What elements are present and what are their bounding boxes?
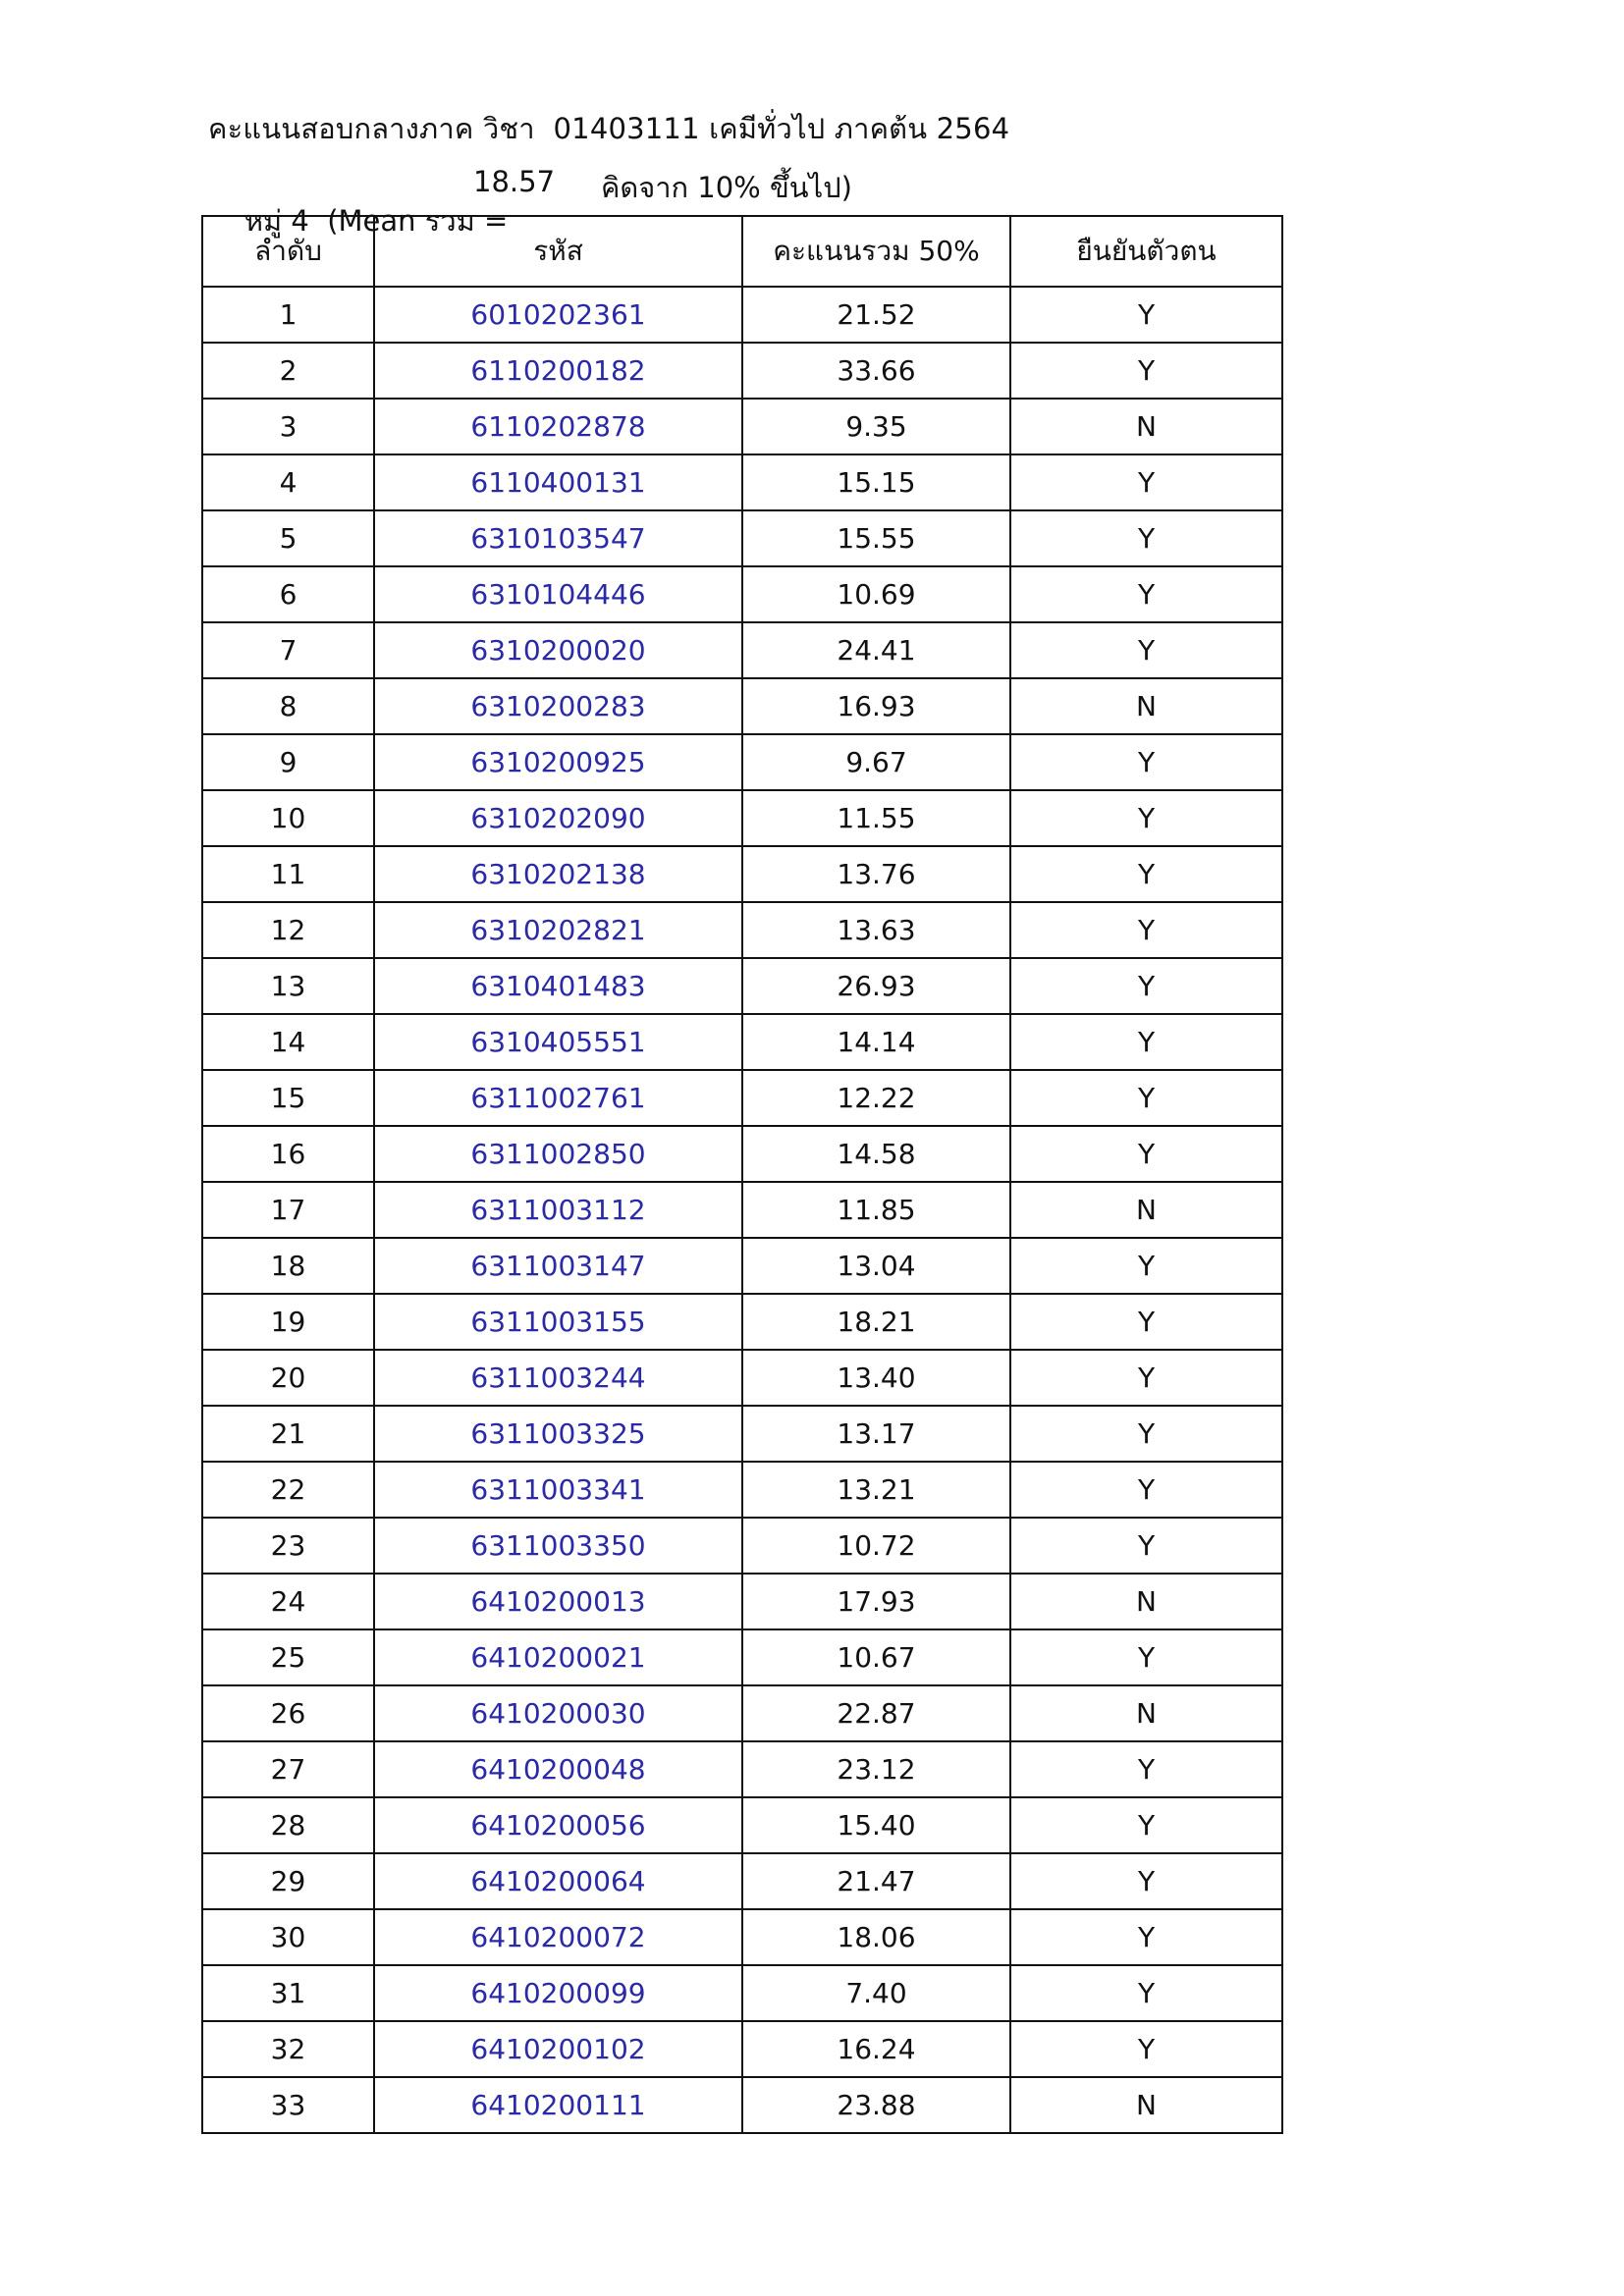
table-row (202, 343, 1282, 399)
cell-order: 10 (202, 790, 374, 846)
cell-identity-verified: Y (1010, 566, 1282, 622)
table-row (202, 2077, 1282, 2133)
table-row (202, 1014, 1282, 1070)
header-order: ลำดับ (202, 216, 374, 287)
cell-order: 26 (202, 1685, 374, 1741)
table-row (202, 1741, 1282, 1797)
cell-student-id: 6410200072 (374, 1909, 742, 1965)
table-row (202, 734, 1282, 790)
cell-total-score: 10.67 (742, 1629, 1010, 1685)
cell-order: 2 (202, 343, 374, 399)
group-mean-label: หมู่ 4 (Mean รวม = (244, 204, 509, 238)
cell-total-score: 10.72 (742, 1518, 1010, 1574)
cell-order: 25 (202, 1629, 374, 1685)
cell-total-score: 14.58 (742, 1126, 1010, 1182)
cell-order: 14 (202, 1014, 374, 1070)
cell-student-id: 6410200030 (374, 1685, 742, 1741)
cell-order: 3 (202, 399, 374, 454)
table-row (202, 790, 1282, 846)
cell-order: 5 (202, 510, 374, 566)
cell-student-id: 6310200283 (374, 678, 742, 734)
cell-order: 28 (202, 1797, 374, 1853)
cell-total-score: 22.87 (742, 1685, 1010, 1741)
cell-student-id: 6110400131 (374, 454, 742, 510)
cell-order: 9 (202, 734, 374, 790)
table-row (202, 1350, 1282, 1406)
cell-student-id: 6410200111 (374, 2077, 742, 2133)
cell-student-id: 6311003325 (374, 1406, 742, 1462)
cell-student-id: 6311002761 (374, 1070, 742, 1126)
cell-total-score: 16.93 (742, 678, 1010, 734)
cell-identity-verified: N (1010, 1574, 1282, 1629)
cell-order: 29 (202, 1853, 374, 1909)
table-row (202, 1574, 1282, 1629)
cell-student-id: 6410200099 (374, 1965, 742, 2021)
cell-student-id: 6311003112 (374, 1182, 742, 1238)
table-body (202, 287, 1282, 2133)
cell-identity-verified: N (1010, 1685, 1282, 1741)
document-title: คะแนนสอบกลางภาค วิชา 01403111 เคมีทั่วไป ภาคต้น 2564 (208, 112, 1010, 145)
table-row (202, 1629, 1282, 1685)
table-row (202, 1126, 1282, 1182)
cell-identity-verified: Y (1010, 902, 1282, 958)
cell-student-id: 6311003350 (374, 1518, 742, 1574)
cell-identity-verified: Y (1010, 1014, 1282, 1070)
cell-order: 15 (202, 1070, 374, 1126)
table-row (202, 1462, 1282, 1518)
cell-identity-verified: Y (1010, 846, 1282, 902)
cell-total-score: 10.69 (742, 566, 1010, 622)
table-row (202, 1909, 1282, 1965)
cell-student-id: 6310103547 (374, 510, 742, 566)
cell-total-score: 13.21 (742, 1462, 1010, 1518)
table-row (202, 1070, 1282, 1126)
cell-identity-verified: Y (1010, 958, 1282, 1014)
cell-total-score: 23.88 (742, 2077, 1010, 2133)
cell-total-score: 16.24 (742, 2021, 1010, 2077)
cell-order: 24 (202, 1574, 374, 1629)
cell-order: 17 (202, 1182, 374, 1238)
header-student-id: รหัส (374, 216, 742, 287)
cell-order: 4 (202, 454, 374, 510)
cell-total-score: 12.22 (742, 1070, 1010, 1126)
cell-student-id: 6310405551 (374, 1014, 742, 1070)
cell-student-id: 6310401483 (374, 958, 742, 1014)
table-row (202, 287, 1282, 343)
cell-order: 13 (202, 958, 374, 1014)
header-identity-verified: ยืนยันตัวตน (1010, 216, 1282, 287)
cell-student-id: 6010202361 (374, 287, 742, 343)
cell-identity-verified: Y (1010, 1350, 1282, 1406)
cell-order: 32 (202, 2021, 374, 2077)
cell-total-score: 13.04 (742, 1238, 1010, 1294)
cell-identity-verified: N (1010, 399, 1282, 454)
cell-identity-verified: Y (1010, 734, 1282, 790)
header-total-score: คะแนนรวม 50% (742, 216, 1010, 287)
cell-total-score: 11.55 (742, 790, 1010, 846)
cell-identity-verified: Y (1010, 1294, 1282, 1350)
table-row (202, 902, 1282, 958)
cell-student-id: 6310202821 (374, 902, 742, 958)
cell-total-score: 7.40 (742, 1965, 1010, 2021)
cell-order: 31 (202, 1965, 374, 2021)
cell-total-score: 13.76 (742, 846, 1010, 902)
cell-identity-verified: Y (1010, 2021, 1282, 2077)
cell-total-score: 15.40 (742, 1797, 1010, 1853)
cell-order: 20 (202, 1350, 374, 1406)
cell-student-id: 6311002850 (374, 1126, 742, 1182)
cell-identity-verified: Y (1010, 1853, 1282, 1909)
cell-student-id: 6310200925 (374, 734, 742, 790)
cell-student-id: 6410200021 (374, 1629, 742, 1685)
table-row (202, 399, 1282, 454)
cell-student-id: 6410200056 (374, 1797, 742, 1853)
table-row (202, 1294, 1282, 1350)
cell-total-score: 33.66 (742, 343, 1010, 399)
calculation-note: คิดจาก 10% ขึ้นไป) (601, 171, 852, 204)
cell-total-score: 9.35 (742, 399, 1010, 454)
cell-total-score: 17.93 (742, 1574, 1010, 1629)
cell-identity-verified: Y (1010, 1629, 1282, 1685)
cell-identity-verified: Y (1010, 1126, 1282, 1182)
cell-total-score: 13.40 (742, 1350, 1010, 1406)
cell-identity-verified: Y (1010, 287, 1282, 343)
cell-total-score: 13.17 (742, 1406, 1010, 1462)
cell-identity-verified: N (1010, 1182, 1282, 1238)
cell-total-score: 26.93 (742, 958, 1010, 1014)
cell-total-score: 18.06 (742, 1909, 1010, 1965)
cell-order: 6 (202, 566, 374, 622)
score-table (201, 215, 1283, 2134)
mean-value: 18.57 (473, 165, 556, 198)
cell-student-id: 6110200182 (374, 343, 742, 399)
cell-student-id: 6310202138 (374, 846, 742, 902)
cell-student-id: 6410200048 (374, 1741, 742, 1797)
cell-total-score: 15.55 (742, 510, 1010, 566)
table-row (202, 622, 1282, 678)
table-row (202, 510, 1282, 566)
cell-identity-verified: Y (1010, 343, 1282, 399)
table-row (202, 454, 1282, 510)
cell-order: 19 (202, 1294, 374, 1350)
table-row (202, 958, 1282, 1014)
cell-total-score: 14.14 (742, 1014, 1010, 1070)
cell-order: 1 (202, 287, 374, 343)
cell-student-id: 6311003244 (374, 1350, 742, 1406)
cell-student-id: 6410200102 (374, 2021, 742, 2077)
cell-total-score: 9.67 (742, 734, 1010, 790)
cell-student-id: 6310104446 (374, 566, 742, 622)
cell-identity-verified: Y (1010, 1406, 1282, 1462)
table-row (202, 2021, 1282, 2077)
cell-order: 12 (202, 902, 374, 958)
cell-identity-verified: Y (1010, 790, 1282, 846)
cell-identity-verified: Y (1010, 1965, 1282, 2021)
table-row (202, 1238, 1282, 1294)
cell-total-score: 18.21 (742, 1294, 1010, 1350)
table-row (202, 846, 1282, 902)
cell-student-id: 6311003147 (374, 1238, 742, 1294)
table-header-row (202, 216, 1282, 287)
cell-identity-verified: N (1010, 2077, 1282, 2133)
table-row (202, 678, 1282, 734)
table-row (202, 566, 1282, 622)
cell-identity-verified: Y (1010, 1238, 1282, 1294)
cell-total-score: 24.41 (742, 622, 1010, 678)
cell-student-id: 6311003155 (374, 1294, 742, 1350)
table-row (202, 1853, 1282, 1909)
cell-student-id: 6410200064 (374, 1853, 742, 1909)
cell-order: 33 (202, 2077, 374, 2133)
cell-total-score: 21.52 (742, 287, 1010, 343)
cell-student-id: 6110202878 (374, 399, 742, 454)
cell-identity-verified: Y (1010, 622, 1282, 678)
cell-identity-verified: Y (1010, 1070, 1282, 1126)
cell-total-score: 15.15 (742, 454, 1010, 510)
cell-identity-verified: Y (1010, 1909, 1282, 1965)
cell-order: 16 (202, 1126, 374, 1182)
cell-identity-verified: Y (1010, 1462, 1282, 1518)
table-row (202, 1182, 1282, 1238)
cell-student-id: 6310202090 (374, 790, 742, 846)
cell-order: 22 (202, 1462, 374, 1518)
cell-student-id: 6311003341 (374, 1462, 742, 1518)
table-row (202, 1406, 1282, 1462)
cell-order: 30 (202, 1909, 374, 1965)
cell-order: 18 (202, 1238, 374, 1294)
cell-total-score: 21.47 (742, 1853, 1010, 1909)
table-row (202, 1965, 1282, 2021)
cell-student-id: 6310200020 (374, 622, 742, 678)
cell-identity-verified: Y (1010, 1518, 1282, 1574)
cell-total-score: 11.85 (742, 1182, 1010, 1238)
cell-order: 8 (202, 678, 374, 734)
table-row (202, 1685, 1282, 1741)
cell-student-id: 6410200013 (374, 1574, 742, 1629)
cell-identity-verified: N (1010, 678, 1282, 734)
cell-order: 21 (202, 1406, 374, 1462)
cell-identity-verified: Y (1010, 1797, 1282, 1853)
table-row (202, 1518, 1282, 1574)
cell-total-score: 23.12 (742, 1741, 1010, 1797)
cell-identity-verified: Y (1010, 510, 1282, 566)
cell-identity-verified: Y (1010, 1741, 1282, 1797)
cell-order: 11 (202, 846, 374, 902)
cell-total-score: 13.63 (742, 902, 1010, 958)
cell-order: 7 (202, 622, 374, 678)
cell-order: 27 (202, 1741, 374, 1797)
table-row (202, 1797, 1282, 1853)
cell-identity-verified: Y (1010, 454, 1282, 510)
cell-order: 23 (202, 1518, 374, 1574)
